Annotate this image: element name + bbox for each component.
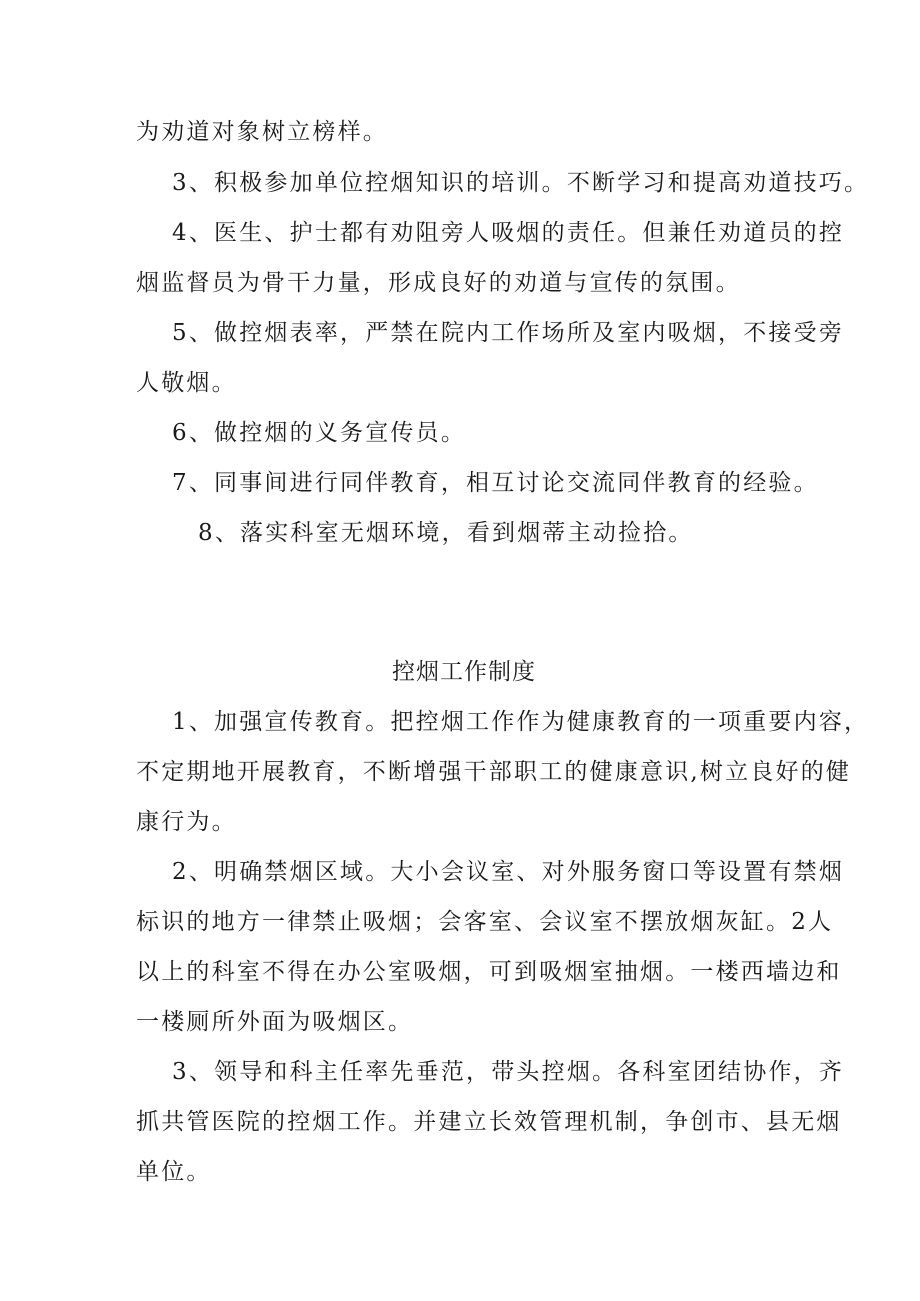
rule-item-3-line-2: 抓共管医院的控烟工作。并建立长效管理机制，争创市、县无烟 [136,1109,842,1135]
section-title: 控烟工作制度 [392,659,536,685]
rule-item-3-line-3: 单位。 [136,1159,212,1185]
rule-item-1-line-3: 康行为。 [136,809,237,835]
rule-item-2-line-3: 以上的科室不得在办公室吸烟，可到吸烟室抽烟。一楼西墙边和 [136,959,842,985]
duty-item-4-line-2: 烟监督员为骨干力量，形成良好的劝道与宣传的氛围。 [136,270,741,296]
duty-item-3-line-1: 3、积极参加单位控烟知识的培训。不断学习和提高劝道技巧。 [172,170,870,196]
rule-item-2-line-1: 2、明确禁烟区域。大小会议室、对外服务窗口等设置有禁烟 [172,859,845,885]
rule-item-2-line-4: 一楼厕所外面为吸烟区。 [136,1009,414,1035]
duty-item-8-line-1: 8、落实科室无烟环境，看到烟蒂主动捡拾。 [198,520,694,546]
duty-item-4-line-1: 4、医生、护士都有劝阻旁人吸烟的责任。但兼任劝道员的控 [172,220,845,246]
rule-item-2-line-2: 标识的地方一律禁止吸烟；会客室、会议室不摆放烟灰缸。2人 [136,909,834,935]
duty-item-7-line-1: 7、同事间进行同伴教育，相互讨论交流同伴教育的经验。 [172,470,819,496]
duty-item-6-line-1: 6、做控烟的义务宣传员。 [172,420,467,446]
rule-item-3-line-1: 3、领导和科主任率先垂范，带头控烟。各科室团结协作，齐 [172,1059,845,1085]
rule-item-1-line-2: 不定期地开展教育，不断增强干部职工的健康意识,树立良好的健 [136,759,852,785]
duty-item-5-line-2: 人敬烟。 [136,370,237,396]
continuation-line: 为劝道对象树立榜样。 [136,119,388,145]
duty-item-5-line-1: 5、做控烟表率，严禁在院内工作场所及室内吸烟，不接受旁 [172,320,845,346]
rule-item-1-line-1: 1、加强宣传教育。把控烟工作作为健康教育的一项重要内容， [172,709,870,735]
